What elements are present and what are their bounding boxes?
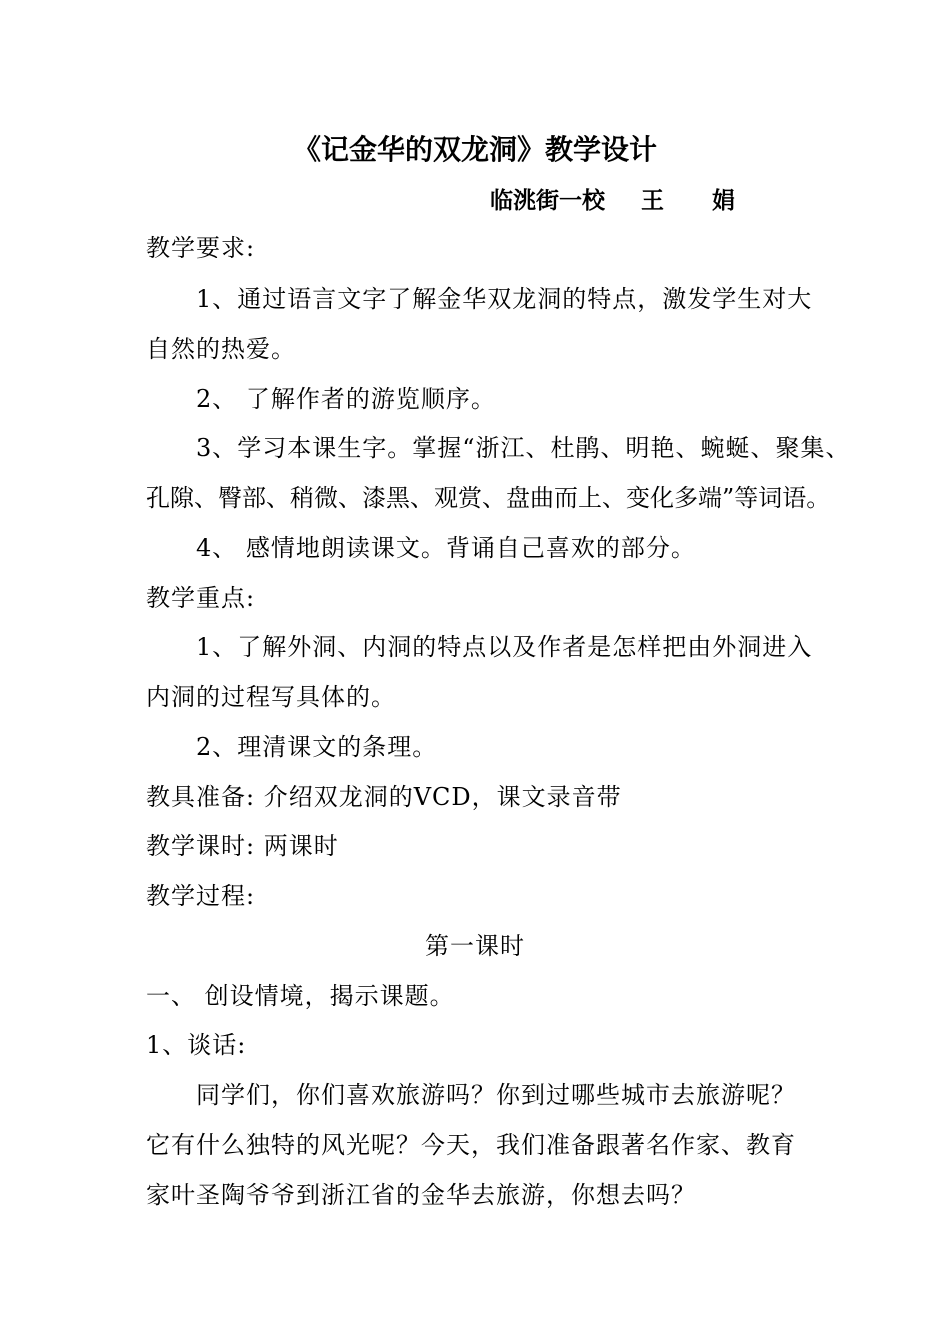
school-name: 临洮街一校 [490,188,605,214]
sub-step-heading: 1、谈话: [146,1031,247,1059]
paragraph-line: 2、理清课文的条理。 [196,733,438,761]
paragraph-line: 2、 了解作者的游览顺序。 [196,385,496,413]
paragraph-line: 同学们，你们喜欢旅游吗？你到过哪些城市去旅游呢？ [196,1081,796,1109]
paragraph-line: 家叶圣陶爷爷到浙江省的金华去旅游，你想去吗？ [146,1181,696,1209]
paragraph-line: 它有什么独特的风光呢？今天，我们准备跟著名作家、教育 [146,1131,796,1159]
paragraph-line: 1、了解外洞、内洞的特点以及作者是怎样把由外洞进入 [196,633,813,661]
author-name: 王 娟 [641,188,756,214]
document-title: 《记金华的双龙洞》教学设计 [292,133,657,166]
author-line [490,186,755,216]
section-heading-key-points: 教学重点: [146,584,256,612]
paragraph-line: 孔隙、臀部、稍微、漆黑、观赏、盘曲而上、变化多端”等词语。 [146,484,831,512]
lesson-heading: 第一课时 [425,932,525,960]
paragraph-line: 1、通过语言文字了解金华双龙洞的特点，激发学生对大 [196,285,813,313]
step-heading: 一、 创设情境，揭示课题。 [146,982,455,1010]
paragraph-line: 3、学习本课生字。掌握“浙江、杜鹃、明艳、蜿蜒、聚集、 [196,434,851,462]
paragraph-line: 内洞的过程写具体的。 [146,683,396,711]
paragraph-line: 4、 感情地朗读课文。背诵自己喜欢的部分。 [196,534,696,562]
section-heading-class-hours: 教学课时: 两课时 [146,832,339,860]
section-heading-process: 教学过程: [146,882,256,910]
paragraph-line: 自然的热爱。 [146,335,296,363]
section-heading-materials: 教具准备: 介绍双龙洞的VCD，课文录音带 [146,783,622,811]
section-heading-requirements: 教学要求: [146,234,256,262]
